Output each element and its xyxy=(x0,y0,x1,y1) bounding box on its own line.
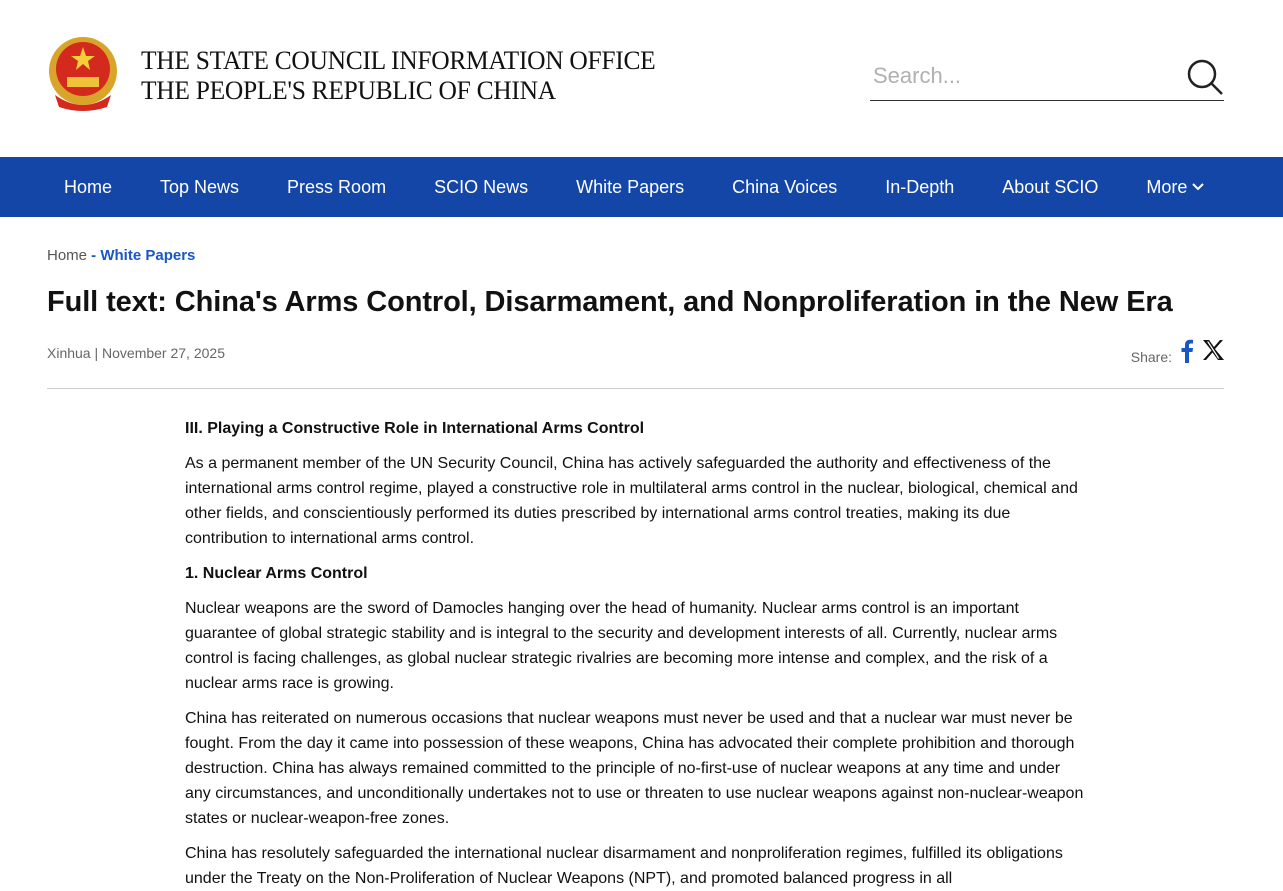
x-twitter-icon[interactable] xyxy=(1202,339,1224,361)
nav-china-voices[interactable]: China Voices xyxy=(732,176,838,197)
article-source-date: Xinhua | November 27, 2025 xyxy=(47,345,225,361)
nav-top-news[interactable]: Top News xyxy=(160,176,240,197)
facebook-icon[interactable] xyxy=(1180,339,1194,363)
paragraph: Nuclear weapons are the sword of Damocles hanging over the head of humanity. Nuclear arms control is an important guarantee of global strategic stability and is integral to the security and development interests of all. Currently, nuclear arms control is facing challenges, as global nuclear strategic rivalries are becoming more intense and complex, and the risk of a nuclear arms race is growing. xyxy=(185,600,1058,692)
logo-line-1: THE STATE COUNCIL INFORMATION OFFICE xyxy=(141,46,656,75)
breadcrumb-home[interactable]: Home xyxy=(47,247,88,264)
nav-press-room[interactable]: Press Room xyxy=(287,176,387,197)
nav-in-depth[interactable]: In-Depth xyxy=(885,176,955,197)
search-icon[interactable] xyxy=(1186,58,1224,96)
paragraph: As a permanent member of the UN Security Council, China has actively safeguarded the authority and effectiveness of the international arms control regime, played a constructive role in multilateral arms control in the nuclear, biological, chemical and other fields, and conscientiously performed its duties prescribed by international arms control treaties, making its due contribution to international arms control. xyxy=(185,455,1078,547)
logo-line-2: THE PEOPLE'S REPUBLIC OF CHINA xyxy=(141,76,556,105)
national-emblem-logo[interactable] xyxy=(47,35,119,110)
breadcrumb xyxy=(47,247,1224,264)
section-heading: III. Playing a Constructive Role in International Arms Control xyxy=(185,420,645,437)
share-bar xyxy=(1131,339,1224,388)
paragraph: China has resolutely safeguarded the international nuclear disarmament and nonproliferation regimes, fulfilled its obligations under the Treaty on the Non-Proliferation of Nuclear Weapons (NPT), and promoted balanced progress in all xyxy=(185,845,1063,887)
nav-scio-news[interactable]: SCIO News xyxy=(434,176,529,197)
site-title[interactable] xyxy=(141,46,655,106)
page-title: Full text: China's Arms Control, Disarmament, and Nonproliferation in the New Era xyxy=(47,286,1173,318)
site-header xyxy=(0,0,1283,157)
breadcrumb-separator: - xyxy=(87,247,101,264)
nav-more-label: More xyxy=(1146,176,1188,197)
nav-home[interactable]: Home xyxy=(64,176,113,197)
nav-more[interactable] xyxy=(1122,177,1229,198)
search-bar xyxy=(870,52,1224,101)
chevron-down-icon xyxy=(1191,182,1205,192)
subsection-heading: 1. Nuclear Arms Control xyxy=(185,565,368,582)
article-body xyxy=(185,416,1085,891)
nav-white-papers[interactable]: White Papers xyxy=(576,176,685,197)
article-meta xyxy=(47,339,1224,389)
main-content xyxy=(0,247,1283,891)
nav-about-scio[interactable]: About SCIO xyxy=(1002,176,1099,197)
breadcrumb-white-papers[interactable]: White Papers xyxy=(100,247,196,264)
share-label: Share: xyxy=(1130,349,1172,365)
main-nav xyxy=(0,157,1283,217)
search-input[interactable] xyxy=(870,63,1170,89)
paragraph: China has reiterated on numerous occasions that nuclear weapons must never be used and that a nuclear war must never be fought. From the day it came into possession of these weapons, China has advocated their complete prohibition and thorough destruction. China has always remained committed to the principle of no-first-use of nuclear weapons at any time and under any circumstances, and unconditionally undertakes not to use or threaten to use nuclear weapons against non-nuclear-weapon states or nuclear-weapon-free zones. xyxy=(185,710,1084,827)
